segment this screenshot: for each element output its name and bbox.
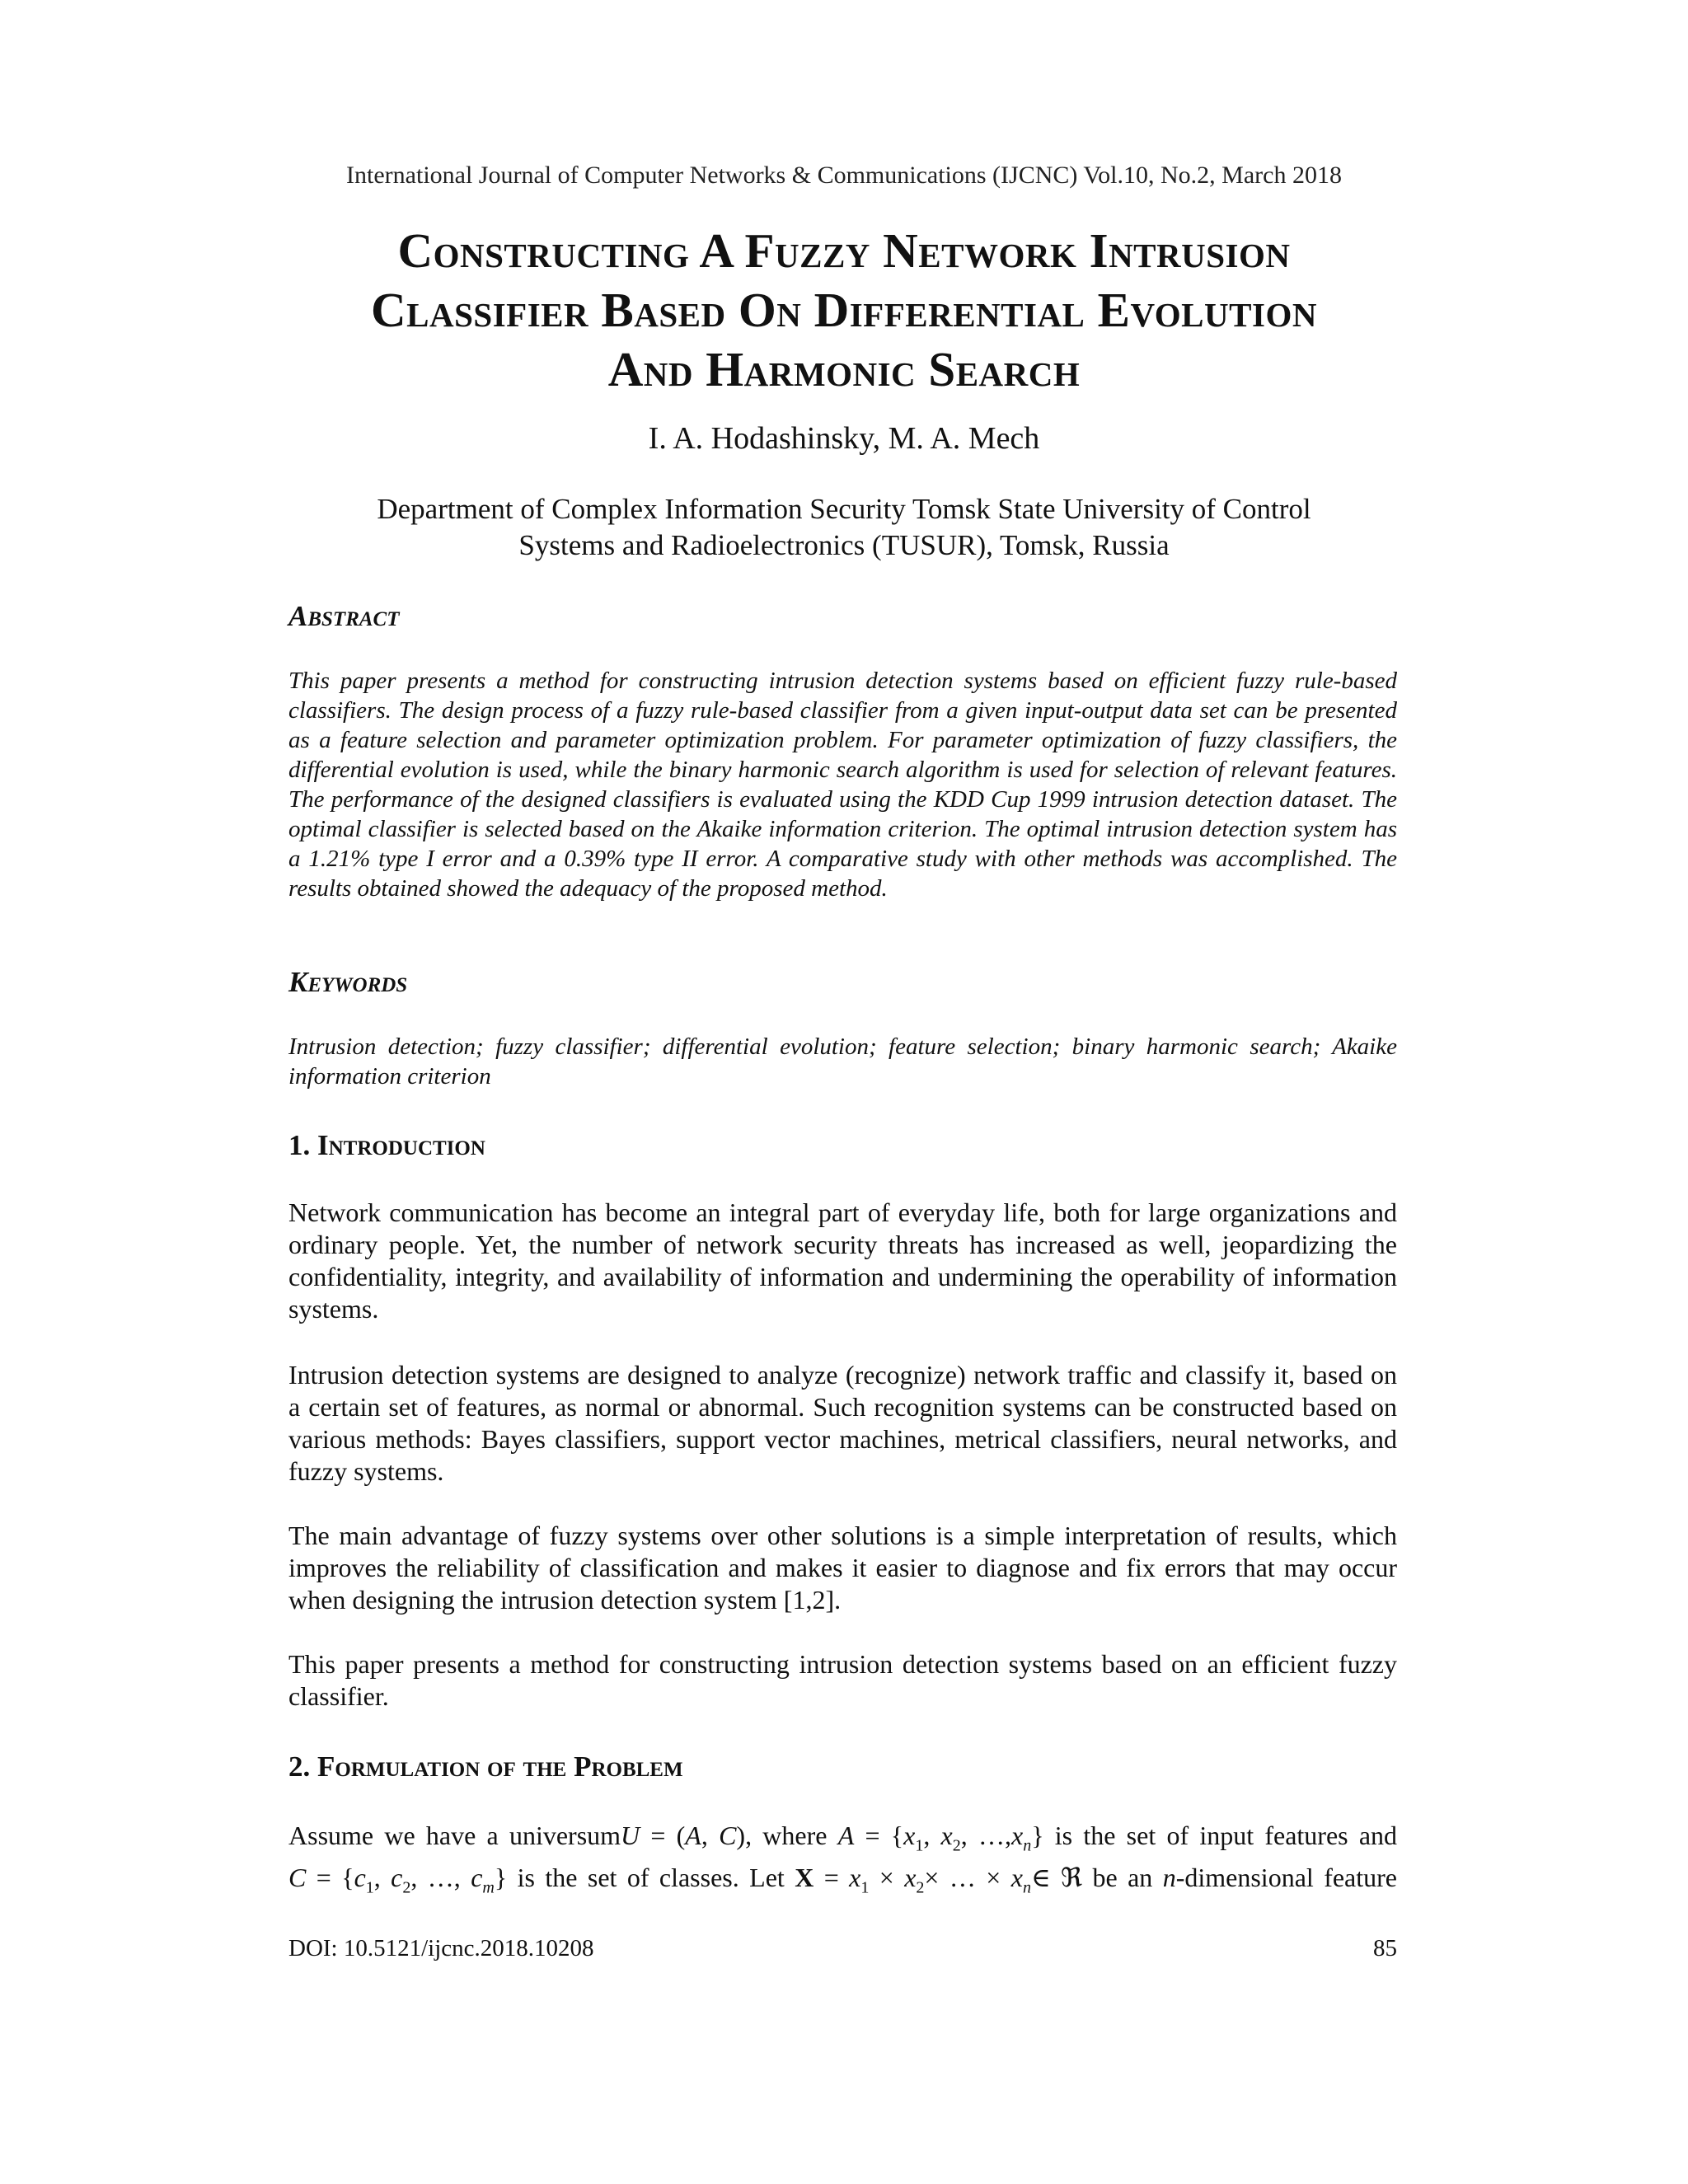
abstract-heading-text: Abstract [288,600,400,632]
keywords-heading [288,966,407,999]
affiliation [247,491,1441,564]
affiliation-line-2: Systems and Radioelectronics (TUSUR), Tomsk, Russia [518,529,1170,561]
authors: I. A. Hodashinsky, M. A. Mech [648,421,1040,456]
page-number: 85 [1373,1935,1397,1961]
section-1-heading [288,1129,485,1162]
paper-title [165,221,1523,399]
intro-paragraph-2: Intrusion detection systems are designed to analyze (recognize) network traffic and classify it, based on a certain set of features, as normal or abnormal. Such recognition systems can be constructed based on various methods: Bayes classifiers, support vector machines, metrical classifiers, neural networks, and fuzzy systems. [288,1360,1397,1486]
section-2-paragraph [288,1820,1397,1905]
intro-paragraph-4: This paper presents a method for constructing intrusion detection systems based on an efficient fuzzy classifier. [288,1649,1397,1711]
section-2-line-1: Assume we have a universumU = (A, C), where $A = \{x_1$, $x_2$, $\dots,x_n$} is the set of input features and [288,1821,1398,1855]
section-2-heading [288,1750,683,1783]
footer-doi: DOI: 10.5121/ijcnc.2018.10208 [288,1935,594,1961]
section-2-title: Formulation of the Problem [317,1750,683,1783]
intro-paragraph-1: Network communication has become an integral part of everyday life, both for large organizations and ordinary people. Yet, the number of network security threats has increased as well, jeopardizing the confidentiality, integrity, and availability of information and undermining the operability of information systems. [288,1197,1397,1324]
section-1-title: Introduction [317,1129,485,1161]
title-line-3: And Harmonic Search [607,342,1081,396]
keywords-heading-text: Keywords [288,966,408,998]
section-2-line-2: $C = \{c_1$, $c_2$, …, $c_m$} is the set of classes. Let $X = x_1 \times x_2\times$ … × $x_n\in$ ℜ be an n-dimensional feature [288,1863,1397,1897]
section-2-number: 2. [288,1750,311,1783]
abstract-text: This paper presents a method for constructing intrusion detection systems based on efficient fuzzy rule-based classifiers. The design process of a fuzzy rule-based classifier from a given input-output data set can be presented as a feature selection and parameter optimization problem. For parameter optimization of fuzzy classifiers, the differential evolution is used, while the binary harmonic search algorithm is used for selection of relevant features. The performance of the designed classifiers is evaluated using the KDD Cup 1999 intrusion detection dataset. The optimal classifier is selected based on the Akaike information criterion. The optimal intrusion detection system has a 1.21% type I error and a 0.39% type II error. A comparative study with other methods was accomplished. The results obtained showed the adequacy of the proposed method. [288,668,1397,902]
abstract-heading [288,600,400,633]
section-1-number: 1. [288,1129,311,1161]
keywords-text: Intrusion detection; fuzzy classifier; differential evolution; feature selection; binary harmonic search; Akaike information criterion [288,1033,1397,1090]
intro-paragraph-3: The main advantage of fuzzy systems over other solutions is a simple interpretation of results, which improves the reliability of classification and makes it easier to diagnose and fix errors that may occur when designing the intrusion detection system [1,2]. [288,1521,1397,1615]
title-line-1: Constructing A Fuzzy Network Intrusion [397,223,1291,278]
journal-header: International Journal of Computer Networks & Communications (IJCNC) Vol.10, No.2, March 2018 [346,162,1342,189]
affiliation-line-1: Department of Complex Information Security Tomsk State University of Control [377,493,1311,525]
title-line-2: Classifier Based On Differential Evolution [371,283,1317,337]
